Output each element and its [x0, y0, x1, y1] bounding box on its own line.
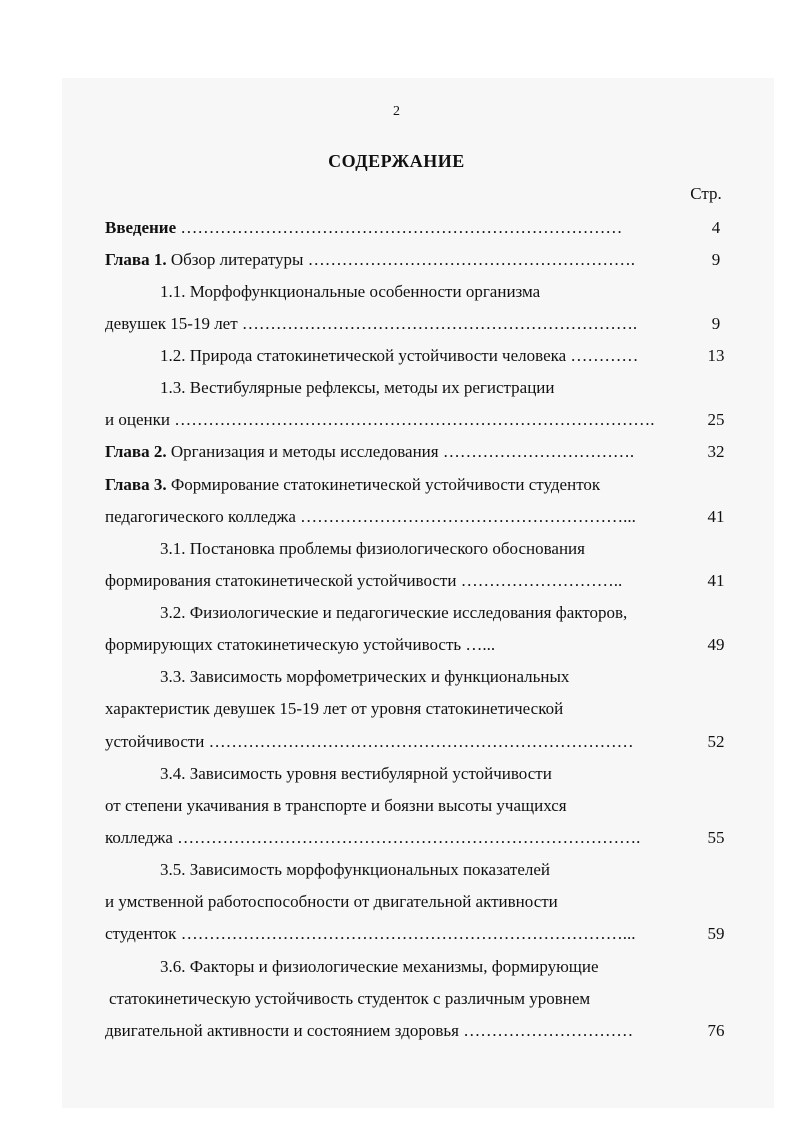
toc-entry-chapter-2[interactable]: Глава 2. Организация и методы исследования ……………………………. [105, 442, 635, 461]
toc-page-number: 25 [707, 410, 725, 429]
page-title: СОДЕРЖАНИЕ [328, 151, 465, 171]
toc-entry-1-3[interactable]: 1.3. Вестибулярные рефлексы, методы их регистрации [160, 378, 555, 397]
toc-page-number: 76 [707, 1021, 725, 1040]
toc-page-number: 4 [711, 218, 721, 237]
toc-entry-3-6-cont[interactable]: статокинетическую устойчивость студенток с различным уровнем [109, 989, 591, 1008]
toc-entry-3-2-cont[interactable]: формирующих статокинетическую устойчивость …... [105, 635, 496, 654]
toc-entry-3-4[interactable]: 3.4. Зависимость уровня вестибулярной устойчивости [160, 764, 552, 783]
toc-page-number: 32 [707, 442, 725, 461]
toc-page-number: 9 [711, 250, 721, 269]
toc-entry-1-1[interactable]: 1.1. Морфофункциональные особенности организма [160, 282, 541, 301]
toc-entry-3-3-cont[interactable]: устойчивости ………………………………………………………………… [105, 732, 634, 751]
toc-page-number: 59 [707, 924, 725, 943]
page-number: 2 [393, 104, 400, 119]
toc-entry-1-2[interactable]: 1.2. Природа статокинетической устойчивости человека ………… [160, 346, 639, 365]
toc-entry-3-1[interactable]: 3.1. Постановка проблемы физиологического обоснования [160, 539, 585, 558]
toc-entry-3-5-cont[interactable]: и умственной работоспособности от двигательной активности [105, 892, 558, 911]
toc-page-number: 41 [707, 507, 725, 526]
toc-page-number: 49 [707, 635, 725, 654]
toc-entry-3-5-cont[interactable]: студенток ……………………………………………………………………... [105, 924, 636, 943]
toc-entry-3-3[interactable]: 3.3. Зависимость морфометрических и функциональных [160, 667, 570, 686]
toc-page-number: 41 [707, 571, 725, 590]
toc-page-number: 13 [707, 346, 725, 365]
toc-entry-3-6[interactable]: 3.6. Факторы и физиологические механизмы, формирующие [160, 957, 599, 976]
toc-entry-3-6-cont[interactable]: двигательной активности и состоянием здоровья ………………………… [105, 1021, 634, 1040]
toc-entry-3-4-cont[interactable]: от степени укачивания в транспорте и боязни высоты учащихся [105, 796, 567, 815]
toc-entry-1-1-cont[interactable]: девушек 15-19 лет ……………………………………………………………. [105, 314, 638, 333]
pages-column-label: Стр. [690, 184, 722, 203]
toc-entry-3-3-cont[interactable]: характеристик девушек 15-19 лет от уровня статокинетической [105, 699, 564, 718]
toc-entry-chapter-3-cont[interactable]: педагогического колледжа …………………………………………………... [105, 507, 636, 526]
toc-entry-introduction[interactable]: Введение …………………………………………………………………… [105, 218, 623, 237]
toc-page-number: 52 [707, 732, 725, 751]
toc-entry-1-3-cont[interactable]: и оценки …………………………………………………………………………. [105, 410, 655, 429]
toc-page-number: 9 [711, 314, 721, 333]
toc-entry-3-2[interactable]: 3.2. Физиологические и педагогические исследования факторов, [160, 603, 628, 622]
toc-entry-3-5[interactable]: 3.5. Зависимость морфофункциональных показателей [160, 860, 551, 879]
toc-entry-3-1-cont[interactable]: формирования статокинетической устойчивости ……………………….. [105, 571, 623, 590]
toc-entry-chapter-1[interactable]: Глава 1. Обзор литературы …………………………………………………. [105, 250, 635, 269]
toc-page-number: 55 [707, 828, 725, 847]
toc-entry-chapter-3[interactable]: Глава 3. Формирование статокинетической устойчивости студенток [105, 475, 601, 494]
toc-entry-3-4-cont[interactable]: колледжа ………………………………………………………………………. [105, 828, 641, 847]
